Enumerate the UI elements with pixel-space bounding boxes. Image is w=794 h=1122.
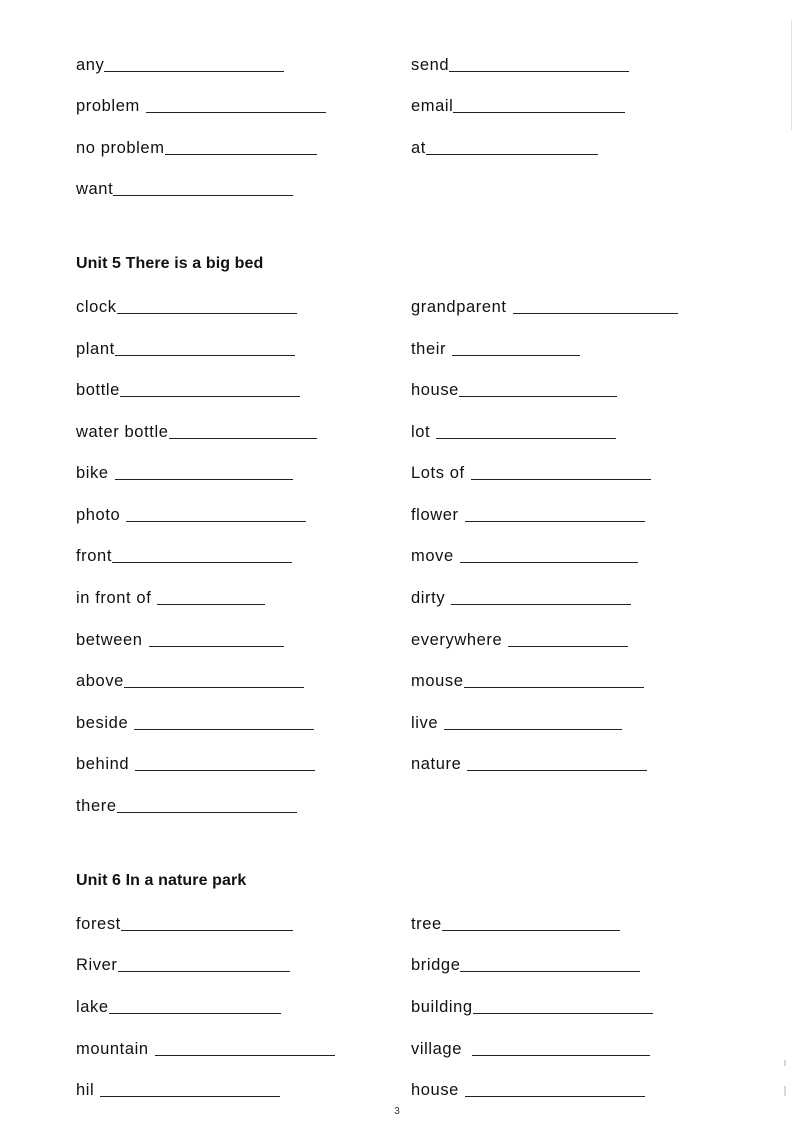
vocab-item-there — [76, 796, 297, 816]
answer-blank[interactable] — [513, 313, 678, 314]
answer-blank[interactable] — [149, 646, 284, 647]
vocab-item-village — [411, 1039, 650, 1059]
unit-5-heading: Unit 5 There is a big bed — [76, 255, 264, 272]
vocab-item-photo — [76, 505, 306, 525]
vocab-item-live — [411, 713, 622, 733]
vocab-item-plant — [76, 339, 295, 359]
vocab-item-at — [411, 138, 598, 158]
vocab-word: Lots of — [411, 464, 465, 482]
vocab-word: beside — [76, 714, 129, 732]
scan-edge-line — [791, 20, 792, 130]
answer-blank[interactable] — [118, 971, 290, 972]
vocab-item-clock — [76, 297, 297, 317]
vocab-word: above — [76, 672, 124, 690]
answer-blank[interactable] — [169, 438, 317, 439]
answer-blank[interactable] — [113, 195, 293, 196]
vocab-word: lot — [411, 423, 431, 441]
vocab-word: between — [76, 631, 143, 649]
answer-blank[interactable] — [451, 604, 631, 605]
answer-blank[interactable] — [459, 396, 617, 397]
vocab-item-forest — [76, 914, 293, 934]
answer-blank[interactable] — [121, 930, 293, 931]
answer-blank[interactable] — [449, 71, 629, 72]
vocab-word: their — [411, 340, 447, 358]
answer-blank[interactable] — [115, 479, 293, 480]
vocab-word: mountain — [76, 1040, 149, 1058]
vocab-word: plant — [76, 340, 115, 358]
answer-blank[interactable] — [471, 479, 651, 480]
vocab-item-house-2 — [411, 1080, 645, 1100]
vocab-word: house — [411, 1081, 459, 1099]
vocab-item-house — [411, 380, 617, 400]
vocab-item-problem — [76, 96, 326, 116]
vocab-item-no-problem — [76, 138, 317, 158]
vocab-item-mouse — [411, 671, 644, 691]
vocab-word: at — [411, 139, 426, 157]
answer-blank[interactable] — [436, 438, 616, 439]
vocab-item-nature — [411, 754, 647, 774]
answer-blank[interactable] — [126, 521, 306, 522]
vocab-word: hil — [76, 1081, 95, 1099]
vocab-word: River — [76, 956, 118, 974]
answer-blank[interactable] — [426, 154, 598, 155]
answer-blank[interactable] — [112, 562, 292, 563]
vocab-item-bridge — [411, 955, 640, 975]
vocab-item-dirty — [411, 588, 631, 608]
vocab-word: building — [411, 998, 473, 1016]
vocab-item-their — [411, 339, 580, 359]
vocab-word: live — [411, 714, 439, 732]
vocab-item-mountain — [76, 1039, 335, 1059]
vocab-word: behind — [76, 755, 130, 773]
vocab-word: dirty — [411, 589, 446, 607]
answer-blank[interactable] — [117, 812, 297, 813]
vocab-word: nature — [411, 755, 462, 773]
vocab-item-send — [411, 55, 629, 75]
vocab-word: there — [76, 797, 117, 815]
answer-blank[interactable] — [135, 770, 315, 771]
answer-blank[interactable] — [465, 1096, 645, 1097]
answer-blank[interactable] — [464, 687, 644, 688]
answer-blank[interactable] — [100, 1096, 280, 1097]
vocab-item-any — [76, 55, 284, 75]
answer-blank[interactable] — [472, 1055, 650, 1056]
answer-blank[interactable] — [452, 355, 580, 356]
answer-blank[interactable] — [115, 355, 295, 356]
vocab-item-between — [76, 630, 284, 650]
answer-blank[interactable] — [453, 112, 625, 113]
vocab-word: grandparent — [411, 298, 507, 316]
vocab-word: front — [76, 547, 113, 565]
vocab-word: flower — [411, 506, 459, 524]
vocab-item-flower — [411, 505, 645, 525]
vocab-item-in-front-of — [76, 588, 265, 608]
answer-blank[interactable] — [134, 729, 314, 730]
answer-blank[interactable] — [508, 646, 628, 647]
answer-blank[interactable] — [146, 112, 326, 113]
vocab-item-bike — [76, 463, 293, 483]
vocab-item-lake — [76, 997, 281, 1017]
vocab-item-hil — [76, 1080, 280, 1100]
scan-edge-mark — [784, 1060, 786, 1066]
answer-blank[interactable] — [467, 770, 647, 771]
vocab-word: tree — [411, 915, 442, 933]
answer-blank[interactable] — [104, 71, 284, 72]
answer-blank[interactable] — [442, 930, 620, 931]
answer-blank[interactable] — [109, 1013, 281, 1014]
answer-blank[interactable] — [157, 604, 265, 605]
page-number: 3 — [394, 1106, 400, 1117]
vocab-word: email — [411, 97, 454, 115]
answer-blank[interactable] — [460, 971, 640, 972]
vocab-item-water-bottle — [76, 422, 317, 442]
vocab-item-river — [76, 955, 290, 975]
answer-blank[interactable] — [120, 396, 300, 397]
vocab-word: no problem — [76, 139, 165, 157]
vocab-item-move — [411, 546, 638, 566]
answer-blank[interactable] — [460, 562, 638, 563]
vocab-word: photo — [76, 506, 121, 524]
vocab-word: want — [76, 180, 114, 198]
vocab-word: in front of — [76, 589, 152, 607]
vocab-item-behind — [76, 754, 315, 774]
vocab-word: send — [411, 56, 450, 74]
vocab-word: bridge — [411, 956, 461, 974]
vocab-word: village — [411, 1040, 462, 1058]
answer-blank[interactable] — [165, 154, 317, 155]
vocab-word: bottle — [76, 381, 120, 399]
vocab-item-lot — [411, 422, 616, 442]
vocab-word: problem — [76, 97, 140, 115]
vocab-word: bike — [76, 464, 109, 482]
vocab-item-everywhere — [411, 630, 628, 650]
vocab-item-beside — [76, 713, 314, 733]
unit-6-heading: Unit 6 In a nature park — [76, 872, 247, 889]
vocab-item-email — [411, 96, 625, 116]
answer-blank[interactable] — [444, 729, 622, 730]
vocab-item-front — [76, 546, 292, 566]
vocab-item-building — [411, 997, 653, 1017]
vocab-word: move — [411, 547, 454, 565]
vocab-item-grandparent — [411, 297, 678, 317]
vocab-word: house — [411, 381, 459, 399]
vocab-word: forest — [76, 915, 121, 933]
vocab-item-lots-of — [411, 463, 651, 483]
vocab-word: water bottle — [76, 423, 169, 441]
vocab-word: any — [76, 56, 105, 74]
answer-blank[interactable] — [117, 313, 297, 314]
vocab-item-tree — [411, 914, 620, 934]
answer-blank[interactable] — [124, 687, 304, 688]
scan-edge-mark — [784, 1086, 786, 1096]
vocab-item-above — [76, 671, 304, 691]
answer-blank[interactable] — [465, 521, 645, 522]
answer-blank[interactable] — [155, 1055, 335, 1056]
answer-blank[interactable] — [473, 1013, 653, 1014]
vocab-word: everywhere — [411, 631, 503, 649]
vocab-item-bottle — [76, 380, 300, 400]
vocab-word: lake — [76, 998, 109, 1016]
vocab-word: mouse — [411, 672, 464, 690]
vocab-item-want — [76, 179, 293, 199]
vocab-word: clock — [76, 298, 117, 316]
